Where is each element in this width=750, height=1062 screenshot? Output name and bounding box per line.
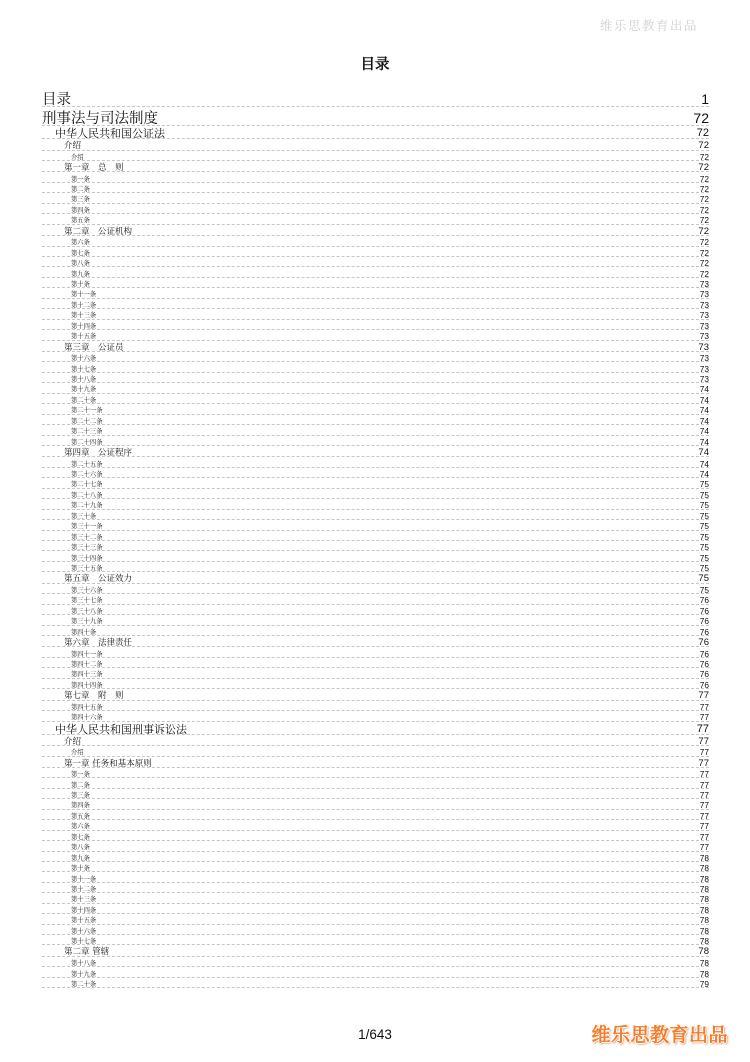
toc-entry-label[interactable]: 第十六条 — [71, 355, 97, 363]
toc-entry[interactable] — [42, 978, 709, 988]
toc-entry-label[interactable]: 第一条 — [71, 175, 90, 183]
toc-entry-page[interactable]: 74 — [699, 436, 709, 447]
toc-entry-label[interactable]: 第三十条 — [71, 512, 97, 520]
toc-entry-label[interactable]: 第九条 — [71, 854, 90, 862]
toc-entry-label[interactable]: 第一章 总 则 — [64, 162, 124, 173]
toc-entry-label[interactable]: 第三章 公证员 — [64, 342, 124, 353]
toc-entry-label[interactable]: 第一章 任务和基本原则 — [64, 758, 152, 769]
brand-watermark: 维乐思教育出品 — [591, 1024, 728, 1046]
toc-entry-page[interactable]: 76 — [699, 626, 709, 637]
toc-entry[interactable] — [42, 679, 709, 689]
toc-entry-label[interactable]: 第三十五条 — [71, 564, 103, 572]
toc-entry[interactable] — [42, 925, 709, 935]
toc-entry-label[interactable]: 第十一条 — [71, 875, 97, 883]
toc-entry-label[interactable]: 第二十九条 — [71, 502, 103, 510]
toc-entry-label[interactable]: 第四十二条 — [71, 661, 103, 669]
toc-entry-page[interactable]: 72 — [698, 225, 709, 237]
toc-entry[interactable] — [42, 658, 709, 668]
toc-entry-page[interactable]: 78 — [699, 968, 709, 979]
toc-entry[interactable] — [42, 711, 709, 721]
toc-entry-label[interactable]: 第八条 — [71, 260, 90, 268]
toc-entry-page[interactable]: 72 — [699, 237, 709, 248]
toc-entry-page[interactable]: 77 — [699, 747, 709, 758]
toc-entry-page[interactable]: 75 — [699, 562, 709, 573]
toc-entry[interactable] — [42, 510, 709, 520]
toc-entry[interactable] — [42, 831, 709, 841]
toc-entry-label[interactable]: 第三十七条 — [71, 597, 103, 605]
toc-entry[interactable] — [42, 757, 709, 769]
toc-entry-label[interactable]: 介绍 — [71, 749, 84, 757]
toc-entry-page[interactable]: 72 — [693, 110, 709, 126]
toc-entry-page[interactable]: 77 — [698, 690, 709, 702]
toc-entry-label[interactable]: 第三十六条 — [71, 586, 103, 594]
toc-entry-page[interactable]: 73 — [699, 320, 709, 331]
toc-entry[interactable] — [42, 394, 709, 404]
toc-entry-label[interactable]: 第十四条 — [71, 322, 97, 330]
toc-entry-label[interactable]: 第二十条 — [71, 396, 97, 404]
toc-entry[interactable] — [42, 330, 709, 340]
toc-entry[interactable] — [42, 309, 709, 319]
toc-entry-label[interactable]: 第十二条 — [71, 301, 97, 309]
table-of-contents — [42, 88, 709, 988]
toc-entry[interactable] — [42, 668, 709, 678]
toc-entry-label[interactable]: 第四条 — [71, 206, 90, 214]
toc-entry[interactable] — [42, 436, 709, 446]
toc-entry-page[interactable]: 76 — [698, 636, 709, 648]
toc-entry-page[interactable]: 76 — [699, 605, 709, 616]
toc-entry-label[interactable]: 第十七条 — [71, 938, 97, 946]
toc-entry-page[interactable]: 75 — [699, 531, 709, 542]
toc-entry[interactable] — [42, 489, 709, 499]
toc-entry-label[interactable]: 第五章 公证效力 — [64, 574, 133, 585]
toc-entry[interactable] — [42, 605, 709, 615]
toc-entry[interactable] — [42, 594, 709, 604]
toc-entry[interactable] — [42, 161, 709, 173]
toc-entry[interactable] — [42, 914, 709, 924]
toc-entry-page[interactable]: 79 — [699, 978, 709, 989]
toc-entry-label[interactable]: 第十九条 — [71, 386, 97, 394]
toc-entry-page[interactable]: 74 — [699, 405, 709, 416]
toc-entry[interactable] — [42, 425, 709, 435]
toc-entry-page[interactable]: 76 — [699, 659, 709, 670]
toc-entry-page[interactable]: 77 — [699, 769, 709, 780]
toc-entry-label[interactable]: 第二章 公证机构 — [64, 226, 133, 237]
toc-entry-page[interactable]: 78 — [699, 883, 709, 894]
toc-entry[interactable] — [42, 967, 709, 977]
toc-entry[interactable] — [42, 214, 709, 224]
toc-entry-label[interactable]: 第四条 — [71, 802, 90, 810]
toc-entry-label[interactable]: 第七条 — [71, 249, 90, 257]
toc-entry[interactable] — [42, 267, 709, 277]
toc-entry[interactable] — [42, 225, 709, 237]
toc-entry[interactable] — [42, 893, 709, 903]
toc-entry[interactable] — [42, 446, 709, 458]
toc-entry-label[interactable]: 第三十一条 — [71, 523, 103, 531]
toc-entry-page[interactable]: 78 — [699, 894, 709, 905]
toc-entry-page[interactable]: 78 — [699, 863, 709, 874]
toc-entry-label[interactable]: 第五条 — [71, 812, 90, 820]
toc-entry[interactable] — [42, 172, 709, 182]
toc-entry-page[interactable]: 72 — [699, 258, 709, 269]
toc-entry-page[interactable]: 77 — [699, 810, 709, 821]
toc-entry-page[interactable]: 76 — [699, 616, 709, 627]
toc-entry-label[interactable]: 第二十八条 — [71, 491, 103, 499]
toc-entry[interactable] — [42, 768, 709, 778]
toc-entry-page[interactable]: 78 — [699, 852, 709, 863]
toc-entry-label[interactable]: 第十五条 — [71, 917, 97, 925]
toc-entry-page[interactable]: 72 — [698, 161, 709, 173]
toc-entry[interactable] — [42, 288, 709, 298]
toc-entry-label[interactable]: 第四十四条 — [71, 681, 103, 689]
toc-entry-label[interactable]: 第四十一条 — [71, 650, 103, 658]
toc-entry-label[interactable]: 第三十三条 — [71, 544, 103, 552]
toc-entry-page[interactable]: 73 — [699, 299, 709, 310]
toc-entry-page[interactable]: 76 — [699, 595, 709, 606]
toc-entry-page[interactable]: 74 — [699, 426, 709, 437]
toc-entry[interactable] — [42, 852, 709, 862]
toc-entry-label[interactable]: 第二条 — [71, 781, 90, 789]
toc-entry[interactable] — [42, 551, 709, 561]
toc-entry-page[interactable]: 75 — [699, 510, 709, 521]
toc-entry[interactable] — [42, 468, 709, 478]
toc-entry[interactable] — [42, 247, 709, 257]
toc-entry-page[interactable]: 77 — [699, 842, 709, 853]
toc-entry-label[interactable]: 第二章 管辖 — [64, 947, 110, 958]
toc-entry-label[interactable]: 中华人民共和国公证法 — [55, 127, 165, 140]
toc-entry-label[interactable]: 第四十六条 — [71, 714, 103, 722]
toc-entry[interactable] — [42, 193, 709, 203]
toc-entry[interactable] — [42, 862, 709, 872]
toc-entry[interactable] — [42, 799, 709, 809]
toc-entry-label[interactable]: 第四十条 — [71, 628, 97, 636]
toc-entry[interactable] — [42, 883, 709, 893]
toc-entry-page[interactable]: 76 — [699, 669, 709, 680]
toc-entry-label[interactable]: 第十四条 — [71, 906, 97, 914]
toc-entry-page[interactable]: 72 — [699, 151, 709, 162]
toc-entry-page[interactable]: 75 — [699, 489, 709, 500]
toc-entry[interactable] — [42, 957, 709, 967]
toc-entry-page[interactable]: 74 — [699, 469, 709, 480]
toc-entry[interactable] — [42, 341, 709, 353]
toc-entry-page[interactable]: 75 — [699, 500, 709, 511]
toc-entry-page[interactable]: 74 — [699, 458, 709, 469]
toc-entry-label[interactable]: 目录 — [42, 91, 71, 108]
toc-entry-label[interactable]: 第十七条 — [71, 365, 97, 373]
toc-entry-label[interactable]: 第二十六条 — [71, 471, 103, 479]
toc-entry[interactable] — [42, 88, 709, 107]
toc-entry-label[interactable]: 第七条 — [71, 833, 90, 841]
toc-entry-label[interactable]: 第十九条 — [71, 970, 97, 978]
toc-entry-page[interactable]: 73 — [699, 310, 709, 321]
toc-entry[interactable] — [42, 810, 709, 820]
toc-entry[interactable] — [42, 373, 709, 383]
toc-entry-page[interactable]: 72 — [698, 140, 709, 151]
toc-entry-label[interactable]: 第九条 — [71, 270, 90, 278]
toc-entry-label[interactable]: 第二十条 — [71, 980, 97, 988]
toc-entry-label[interactable]: 第一条 — [71, 771, 90, 779]
toc-entry[interactable] — [42, 183, 709, 193]
toc-entry-label[interactable]: 第十条 — [71, 865, 90, 873]
toc-entry-label[interactable]: 第二十五条 — [71, 460, 103, 468]
toc-entry[interactable] — [42, 352, 709, 362]
toc-entry-label[interactable]: 第四章 公证程序 — [64, 447, 133, 458]
toc-entry-label[interactable]: 第十三条 — [71, 312, 97, 320]
toc-entry-label[interactable]: 第十二条 — [71, 885, 97, 893]
toc-entry-label[interactable]: 刑事法与司法制度 — [42, 110, 158, 127]
toc-entry-label[interactable]: 介绍 — [71, 153, 84, 161]
toc-entry-page[interactable]: 73 — [699, 374, 709, 385]
toc-entry[interactable] — [42, 572, 709, 584]
toc-entry[interactable] — [42, 689, 709, 701]
toc-entry-page[interactable]: 75 — [699, 552, 709, 563]
toc-entry[interactable] — [42, 151, 709, 161]
toc-entry-page[interactable]: 78 — [699, 873, 709, 884]
toc-entry[interactable] — [42, 584, 709, 594]
toc-entry[interactable] — [42, 362, 709, 372]
toc-entry-label[interactable]: 介绍 — [64, 736, 82, 747]
toc-entry[interactable] — [42, 872, 709, 882]
toc-entry[interactable] — [42, 746, 709, 756]
toc-entry-page[interactable]: 75 — [699, 542, 709, 553]
toc-entry-page[interactable]: 73 — [699, 289, 709, 300]
toc-entry-label[interactable]: 第四十三条 — [71, 671, 103, 679]
toc-entry-page[interactable]: 74 — [699, 394, 709, 405]
toc-entry-page[interactable]: 75 — [699, 479, 709, 490]
toc-entry-page[interactable]: 74 — [698, 446, 709, 458]
toc-entry[interactable] — [42, 299, 709, 309]
toc-entry-page[interactable]: 73 — [699, 353, 709, 364]
toc-entry-label[interactable]: 第三十九条 — [71, 618, 103, 626]
toc-entry-page[interactable]: 77 — [698, 757, 709, 769]
toc-entry-page[interactable]: 77 — [699, 712, 709, 723]
toc-entry-page[interactable]: 73 — [699, 279, 709, 290]
toc-entry-label[interactable]: 第二条 — [71, 186, 90, 194]
toc-entry-label[interactable]: 第二十二条 — [71, 417, 103, 425]
toc-entry[interactable] — [42, 257, 709, 267]
toc-entry[interactable] — [42, 636, 709, 648]
toc-entry-label[interactable]: 第二十一条 — [71, 407, 103, 415]
toc-entry-page[interactable]: 76 — [699, 679, 709, 690]
toc-entry-page[interactable]: 78 — [699, 915, 709, 926]
toc-entry-label[interactable]: 第十八条 — [71, 960, 97, 968]
toc-entry-page[interactable]: 72 — [699, 194, 709, 205]
toc-entry-page[interactable]: 78 — [699, 904, 709, 915]
toc-entry[interactable] — [42, 735, 709, 747]
toc-entry-page[interactable]: 1 — [701, 91, 709, 107]
toc-entry[interactable] — [42, 320, 709, 330]
toc-entry-label[interactable]: 第二十七条 — [71, 481, 103, 489]
toc-entry[interactable] — [42, 278, 709, 288]
toc-entry-page[interactable]: 75 — [699, 521, 709, 532]
toc-entry-label[interactable]: 第十条 — [71, 281, 90, 289]
toc-entry[interactable] — [42, 904, 709, 914]
toc-entry-label[interactable]: 第七章 附 则 — [64, 691, 124, 702]
toc-entry[interactable] — [42, 841, 709, 851]
toc-entry-page[interactable]: 74 — [699, 415, 709, 426]
toc-entry-page[interactable]: 77 — [699, 790, 709, 801]
toc-entry-label[interactable]: 中华人民共和国刑事诉讼法 — [55, 722, 187, 736]
toc-entry[interactable] — [42, 236, 709, 246]
toc-entry[interactable] — [42, 626, 709, 636]
toc-entry[interactable] — [42, 945, 709, 957]
toc-entry-label[interactable]: 第六条 — [71, 239, 90, 247]
toc-entry[interactable] — [42, 701, 709, 711]
toc-entry[interactable] — [42, 383, 709, 393]
toc-entry-label[interactable]: 第十三条 — [71, 896, 97, 904]
toc-entry-page[interactable]: 77 — [699, 831, 709, 842]
toc-entry-label[interactable]: 第十五条 — [71, 333, 97, 341]
toc-entry-page[interactable]: 72 — [699, 173, 709, 184]
toc-entry-label[interactable]: 第三十二条 — [71, 533, 103, 541]
toc-entry[interactable] — [42, 722, 709, 735]
toc-entry-label[interactable]: 第二十三条 — [71, 428, 103, 436]
toc-entry-page[interactable]: 78 — [699, 958, 709, 969]
toc-entry[interactable] — [42, 499, 709, 509]
toc-entry-page[interactable]: 73 — [699, 363, 709, 374]
toc-entry[interactable] — [42, 139, 709, 151]
toc-entry[interactable] — [42, 820, 709, 830]
toc-entry-page[interactable]: 78 — [699, 925, 709, 936]
toc-entry-page[interactable]: 75 — [698, 573, 709, 585]
toc-entry-page[interactable]: 77 — [699, 779, 709, 790]
toc-entry[interactable] — [42, 415, 709, 425]
header-watermark: 维乐思教育出品 — [599, 18, 698, 33]
toc-entry-page[interactable]: 72 — [699, 247, 709, 258]
toc-entry[interactable] — [42, 531, 709, 541]
toc-entry-page[interactable]: 74 — [699, 384, 709, 395]
toc-entry[interactable] — [42, 457, 709, 467]
toc-entry-page[interactable]: 72 — [699, 215, 709, 226]
toc-entry-page[interactable]: 78 — [698, 946, 709, 958]
toc-entry[interactable] — [42, 615, 709, 625]
toc-entry[interactable] — [42, 126, 709, 139]
toc-entry-label[interactable]: 第二十四条 — [71, 438, 103, 446]
toc-entry-label[interactable]: 介绍 — [64, 141, 82, 151]
page-title: 目录 — [360, 56, 390, 73]
toc-entry-label[interactable]: 第四十五条 — [71, 703, 103, 711]
toc-entry[interactable] — [42, 935, 709, 945]
toc-entry[interactable] — [42, 647, 709, 657]
toc-entry-page[interactable]: 72 — [699, 184, 709, 195]
toc-entry-page[interactable]: 75 — [699, 584, 709, 595]
toc-entry[interactable] — [42, 107, 709, 126]
toc-entry[interactable] — [42, 520, 709, 530]
toc-entry-page[interactable]: 73 — [699, 331, 709, 342]
toc-entry-label[interactable]: 第十六条 — [71, 927, 97, 935]
toc-entry[interactable] — [42, 562, 709, 572]
toc-entry-label[interactable]: 第三十八条 — [71, 607, 103, 615]
toc-entry-page[interactable]: 77 — [698, 735, 709, 747]
toc-entry-label[interactable]: 第十一条 — [71, 291, 97, 299]
toc-entry-page[interactable]: 77 — [696, 722, 709, 735]
toc-entry-page[interactable]: 76 — [699, 648, 709, 659]
toc-entry-page[interactable]: 72 — [699, 268, 709, 279]
toc-entry-page[interactable]: 77 — [699, 821, 709, 832]
toc-entry[interactable] — [42, 541, 709, 551]
toc-entry-label[interactable]: 第六条 — [71, 823, 90, 831]
toc-entry-page[interactable]: 72 — [699, 204, 709, 215]
toc-entry-page[interactable]: 73 — [698, 341, 709, 353]
toc-entry-page[interactable]: 77 — [699, 701, 709, 712]
toc-entry-label[interactable]: 第三十四条 — [71, 554, 103, 562]
toc-entry-label[interactable]: 第三条 — [71, 792, 90, 800]
toc-entry-label[interactable]: 第十八条 — [71, 376, 97, 384]
toc-entry[interactable] — [42, 778, 709, 788]
toc-entry[interactable] — [42, 204, 709, 214]
toc-entry[interactable] — [42, 404, 709, 414]
toc-entry-page[interactable]: 78 — [699, 936, 709, 947]
toc-entry-label[interactable]: 第五条 — [71, 217, 90, 225]
page-number: 1/643 — [358, 1027, 392, 1042]
toc-entry-label[interactable]: 第三条 — [71, 196, 90, 204]
toc-entry-label[interactable]: 第八条 — [71, 844, 90, 852]
toc-entry-page[interactable]: 77 — [699, 800, 709, 811]
toc-entry-page[interactable]: 72 — [696, 127, 709, 139]
toc-entry-label[interactable]: 第六章 法律责任 — [64, 637, 133, 648]
toc-entry[interactable] — [42, 789, 709, 799]
toc-entry[interactable] — [42, 478, 709, 488]
